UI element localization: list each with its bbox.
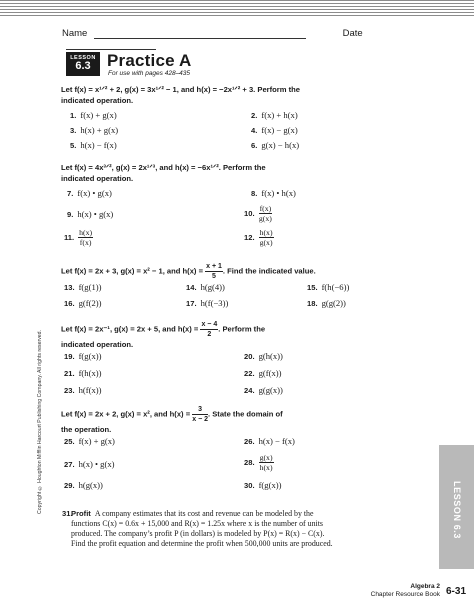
problem-item: 19. f(g(x)) xyxy=(64,351,102,361)
problem-item: 4. f(x) − g(x) xyxy=(251,125,298,135)
section4-instruction-line1: Let f(x) = 2x⁻¹, g(x) = 2x + 5, and h(x) = $\frac{x - 4}{2}$ . Perform the xyxy=(61,321,266,338)
section1-instruction xyxy=(61,84,421,106)
footer-resource: Chapter Resource Book xyxy=(370,591,440,598)
lesson-badge-number: 6.3 xyxy=(75,60,91,72)
lesson-badge xyxy=(66,52,100,76)
problem-item: 12. $\frac{h(x)}{g(x)}$ xyxy=(244,228,273,247)
problem-item: 9. h(x) • g(x) xyxy=(67,209,114,219)
problem-item: 2. f(x) + h(x) xyxy=(251,110,298,120)
problem-item: 3. h(x) + g(x) xyxy=(70,125,119,135)
section4-instruction-line2: indicated operation. xyxy=(61,340,134,349)
footer-book xyxy=(371,583,440,599)
problem-item: 21. f(h(x)) xyxy=(64,368,102,378)
section1-instruction-line1: Let f(x) = x¹ᐟ² + 2, g(x) = 3x¹ᐟ² − 1, and h(x) = −2x¹ᐟ² + 3. Perform the xyxy=(61,85,300,94)
page-title: Practice A xyxy=(107,51,192,70)
problem-item: 8. f(x) • h(x) xyxy=(251,188,296,198)
date-label: Date xyxy=(342,28,363,39)
name-date-row xyxy=(62,28,437,42)
page-coverage: For use with pages 428–435 xyxy=(108,70,191,77)
name-label: Name xyxy=(62,28,88,39)
problem-item: 27. h(x) • g(x) xyxy=(64,459,115,469)
problem-item: 26. h(x) − f(x) xyxy=(244,436,295,446)
problem-item: 23. h(f(x)) xyxy=(64,385,102,395)
fraction: $\frac{h(x)}{f(x)}$ xyxy=(79,228,93,247)
problem31-number: 31. xyxy=(62,509,73,518)
problem-item: 10. $\frac{f(x)}{g(x)}$ xyxy=(244,204,272,223)
name-field[interactable] xyxy=(94,28,306,39)
problem-item: 29. h(g(x)) xyxy=(64,480,103,490)
problem-item: 5. h(x) − f(x) xyxy=(70,140,117,150)
copyright-notice: Copyright © Houghton Mifflin Harcourt Publishing Company. All rights reserved. xyxy=(37,330,43,514)
problem31-label: Profit xyxy=(71,509,91,518)
problem-item: 1. f(x) + g(x) xyxy=(70,110,117,120)
section2-instruction-line1: Let f(x) = 4x³ᐟ², g(x) = 2x¹ᐟ³, and h(x) = −6x¹ᐟ². Perform the xyxy=(61,163,266,172)
fraction: $\frac{x + 1}{5}$ xyxy=(206,263,222,280)
fraction: $\frac{f(x)}{g(x)}$ xyxy=(258,204,272,223)
problem31-text: Profit A company estimates that its cost and revenue can be modeled by the functions C(x) = 0.6x + 15,000 and R(x) = 1.25x where x is the number of units produced. The company’s profit P (in dollars) is modeled by P(x) = R(x) − C(x). Find the profit equation and determine the profit when 500,000 units are produced. xyxy=(71,509,333,548)
problem-item: 13. f(g(1)) xyxy=(64,282,102,292)
section5-instruction-line2: the operation. xyxy=(61,425,112,434)
fraction: $\frac{g(x)}{h(x)}$ xyxy=(259,453,273,472)
fraction: $\frac{h(x)}{g(x)}$ xyxy=(259,228,273,247)
section5-instruction xyxy=(61,405,421,435)
problem-item: 22. g(f(x)) xyxy=(244,368,282,378)
problem-item: 18. g(g(2)) xyxy=(307,298,346,308)
lesson-side-tab-label: LESSON 6.3 xyxy=(452,481,462,540)
problem-item: 6. g(x) − h(x) xyxy=(251,140,300,150)
problem-item: 16. g(f(2)) xyxy=(64,298,102,308)
problem-item: 28. $\frac{g(x)}{h(x)}$ xyxy=(244,453,273,472)
section2-instruction-line2: indicated operation. xyxy=(61,174,134,183)
footer-book-title: Algebra 2 xyxy=(410,583,440,590)
page-number: 6-31 xyxy=(446,586,467,597)
section4-instruction xyxy=(61,320,421,350)
problem-item: 24. g(g(x)) xyxy=(244,385,283,395)
problem-item: 15. f(h(−6)) xyxy=(307,282,350,292)
problem-item: 7. f(x) • g(x) xyxy=(67,188,112,198)
problem-item: 20. g(h(x)) xyxy=(244,351,283,361)
section5-instruction-line1: Let f(x) = 2x + 2, g(x) = x², and h(x) = $\frac{3}{x - 2}$ . State the domain of xyxy=(61,406,283,423)
problem-item: 25. f(x) + g(x) xyxy=(64,436,115,446)
fraction: $\frac{3}{x - 2}$ xyxy=(192,406,209,423)
fraction: $\frac{x - 4}{2}$ xyxy=(201,321,218,338)
date-field[interactable] xyxy=(66,39,156,50)
header-stripes xyxy=(0,0,474,20)
section3-instruction: Let f(x) = 2x + 3, g(x) = x² − 1, and h(x) = $\frac{x + 1}{5}$ . Find the indicated value. xyxy=(61,263,316,280)
problem-item: 14. h(g(4)) xyxy=(186,282,225,292)
section2-instruction xyxy=(61,162,421,184)
problem-item: 30. f(g(x)) xyxy=(244,480,282,490)
problem-item: 11. $\frac{h(x)}{f(x)}$ xyxy=(64,228,93,247)
section1-instruction-line2: indicated operation. xyxy=(61,96,134,105)
lesson-badge-word: LESSON xyxy=(70,55,96,61)
problem-item: 17. h(f(−3)) xyxy=(186,298,229,308)
lesson-side-tab xyxy=(439,445,474,569)
